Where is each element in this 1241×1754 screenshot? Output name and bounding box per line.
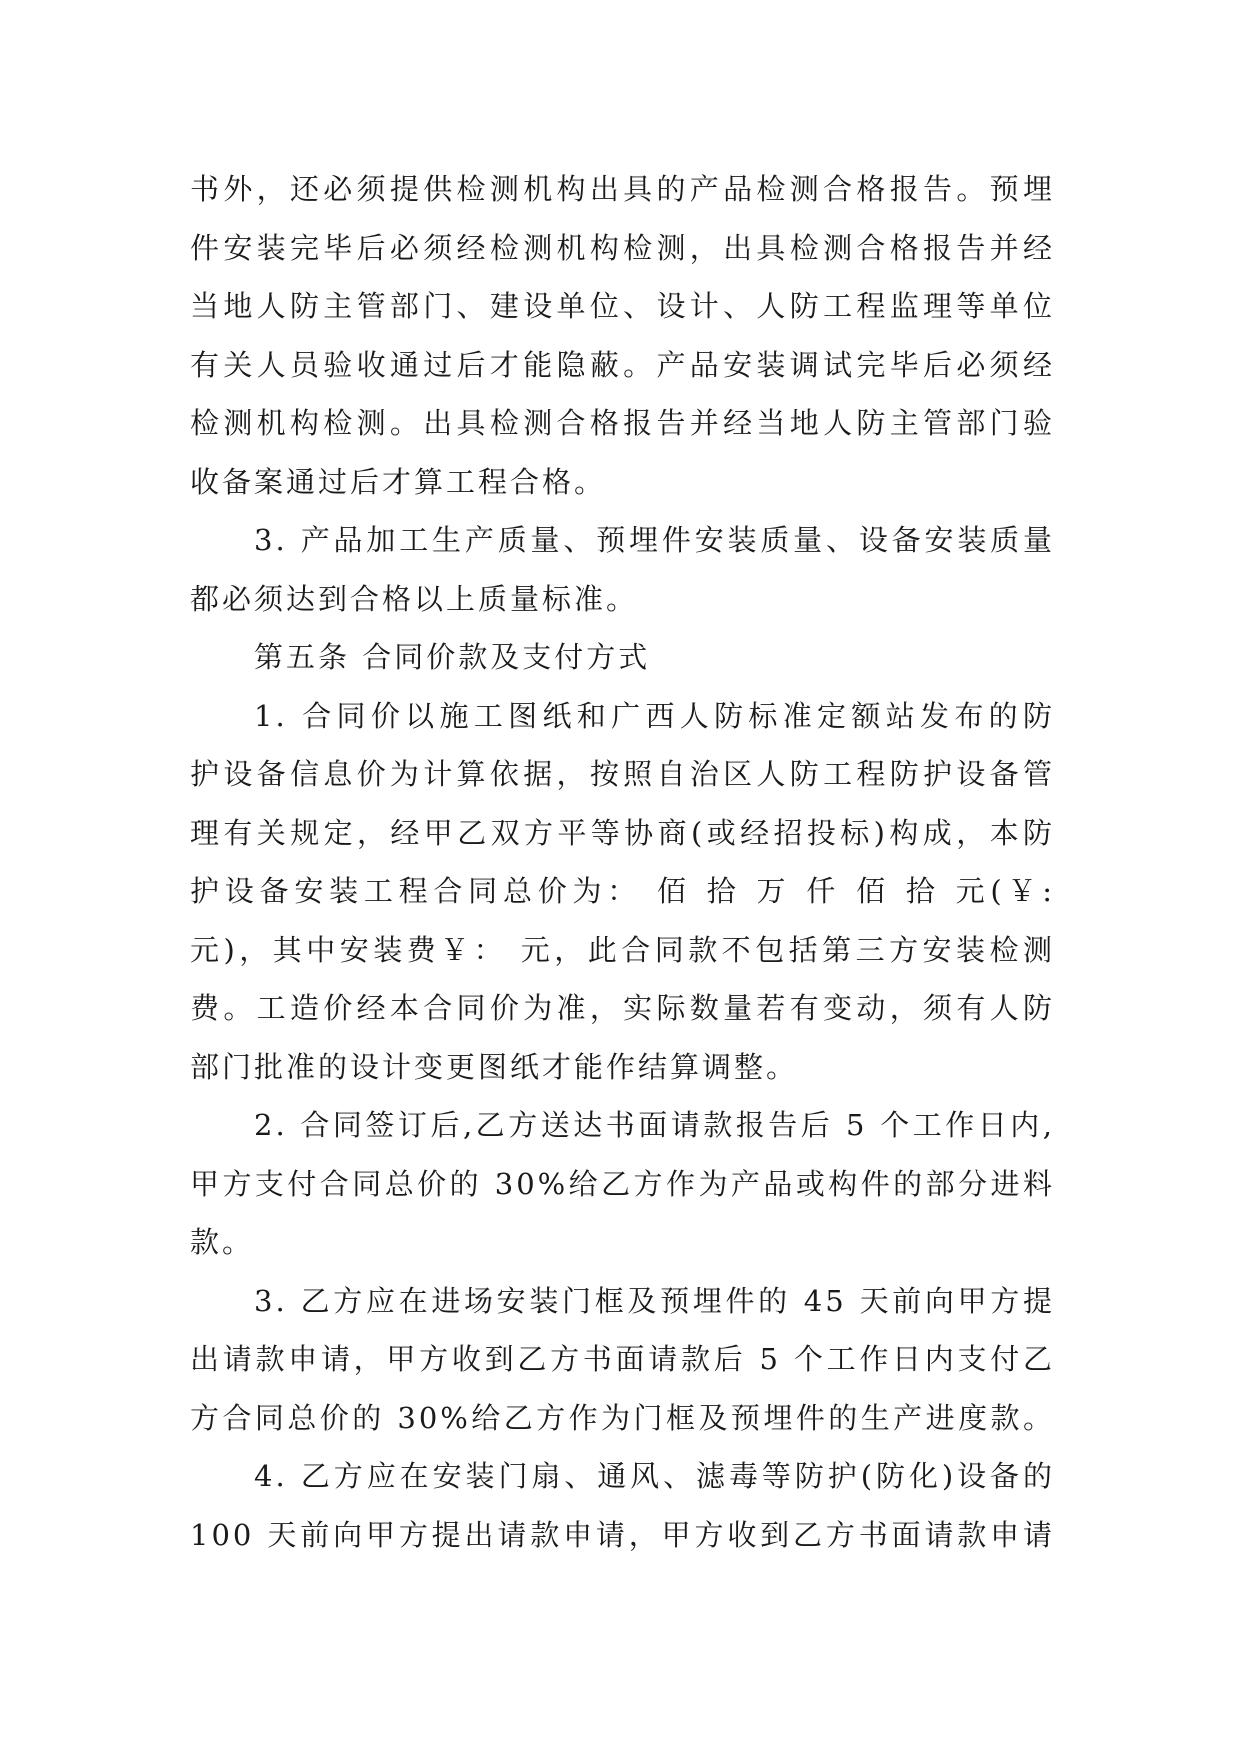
text-line: 出请款申请，甲方收到乙方书面请款后 5 个工作日内支付乙 — [190, 1342, 1055, 1376]
text-line: 元)，其中安装费￥： 元，此合同款不包括第三方安装检测 — [190, 932, 1055, 967]
text-line: 甲方支付合同总价的 30%给乙方作为产品或构件的部分进料 — [190, 1166, 1055, 1201]
text-line: 护设备安装工程合同总价为： 佰 拾 万 仟 佰 拾 元(￥: — [190, 874, 1055, 908]
text-line: 2. 合同签订后,乙方送达书面请款报告后 5 个工作日内, — [254, 1108, 1055, 1142]
text-line: 第五条 合同价款及支付方式 — [254, 640, 651, 674]
text-line: 书外，还必须提供检测机构出具的产品检测合格报告。预埋 — [190, 172, 1055, 206]
text-line: 款。 — [190, 1225, 255, 1259]
text-line: 100 天前向甲方提出请款申请，甲方收到乙方书面请款申请 — [190, 1517, 1055, 1552]
text-line: 收备案通过后才算工程合格。 — [190, 464, 607, 499]
text-line: 件安装完毕后必须经检测机构检测，出具检测合格报告并经 — [190, 230, 1055, 265]
text-line: 当地人防主管部门、建设单位、设计、人防工程监理等单位 — [190, 289, 1055, 323]
text-line: 方合同总价的 30%给乙方作为门框及预埋件的生产进度款。 — [190, 1400, 1055, 1435]
text-line: 都必须达到合格以上质量标准。 — [190, 581, 639, 616]
text-line: 3. 乙方应在进场安装门框及预埋件的 45 天前向甲方提 — [254, 1283, 1055, 1318]
text-line: 费。工造价经本合同价为准，实际数量若有变动，须有人防 — [190, 991, 1055, 1025]
document-body — [190, 160, 1055, 1564]
text-line: 3. 产品加工生产质量、预埋件安装质量、设备安装质量 — [254, 523, 1055, 557]
text-line: 1. 合同价以施工图纸和广西人防标准定额站发布的防 — [254, 698, 1055, 733]
text-line: 理有关规定，经甲乙双方平等协商(或经招投标)构成，本防 — [190, 815, 1055, 850]
text-line: 有关人员验收通过后才能隐蔽。产品安装调试完毕后必须经 — [190, 347, 1055, 382]
text-line: 部门批准的设计变更图纸才能作结算调整。 — [190, 1049, 799, 1084]
text-line: 4. 乙方应在安装门扇、通风、滤毒等防护(防化)设备的 — [254, 1459, 1055, 1493]
text-line: 检测机构检测。出具检测合格报告并经当地人防主管部门验 — [190, 406, 1055, 440]
text-line: 护设备信息价为计算依据，按照自治区人防工程防护设备管 — [190, 757, 1055, 791]
